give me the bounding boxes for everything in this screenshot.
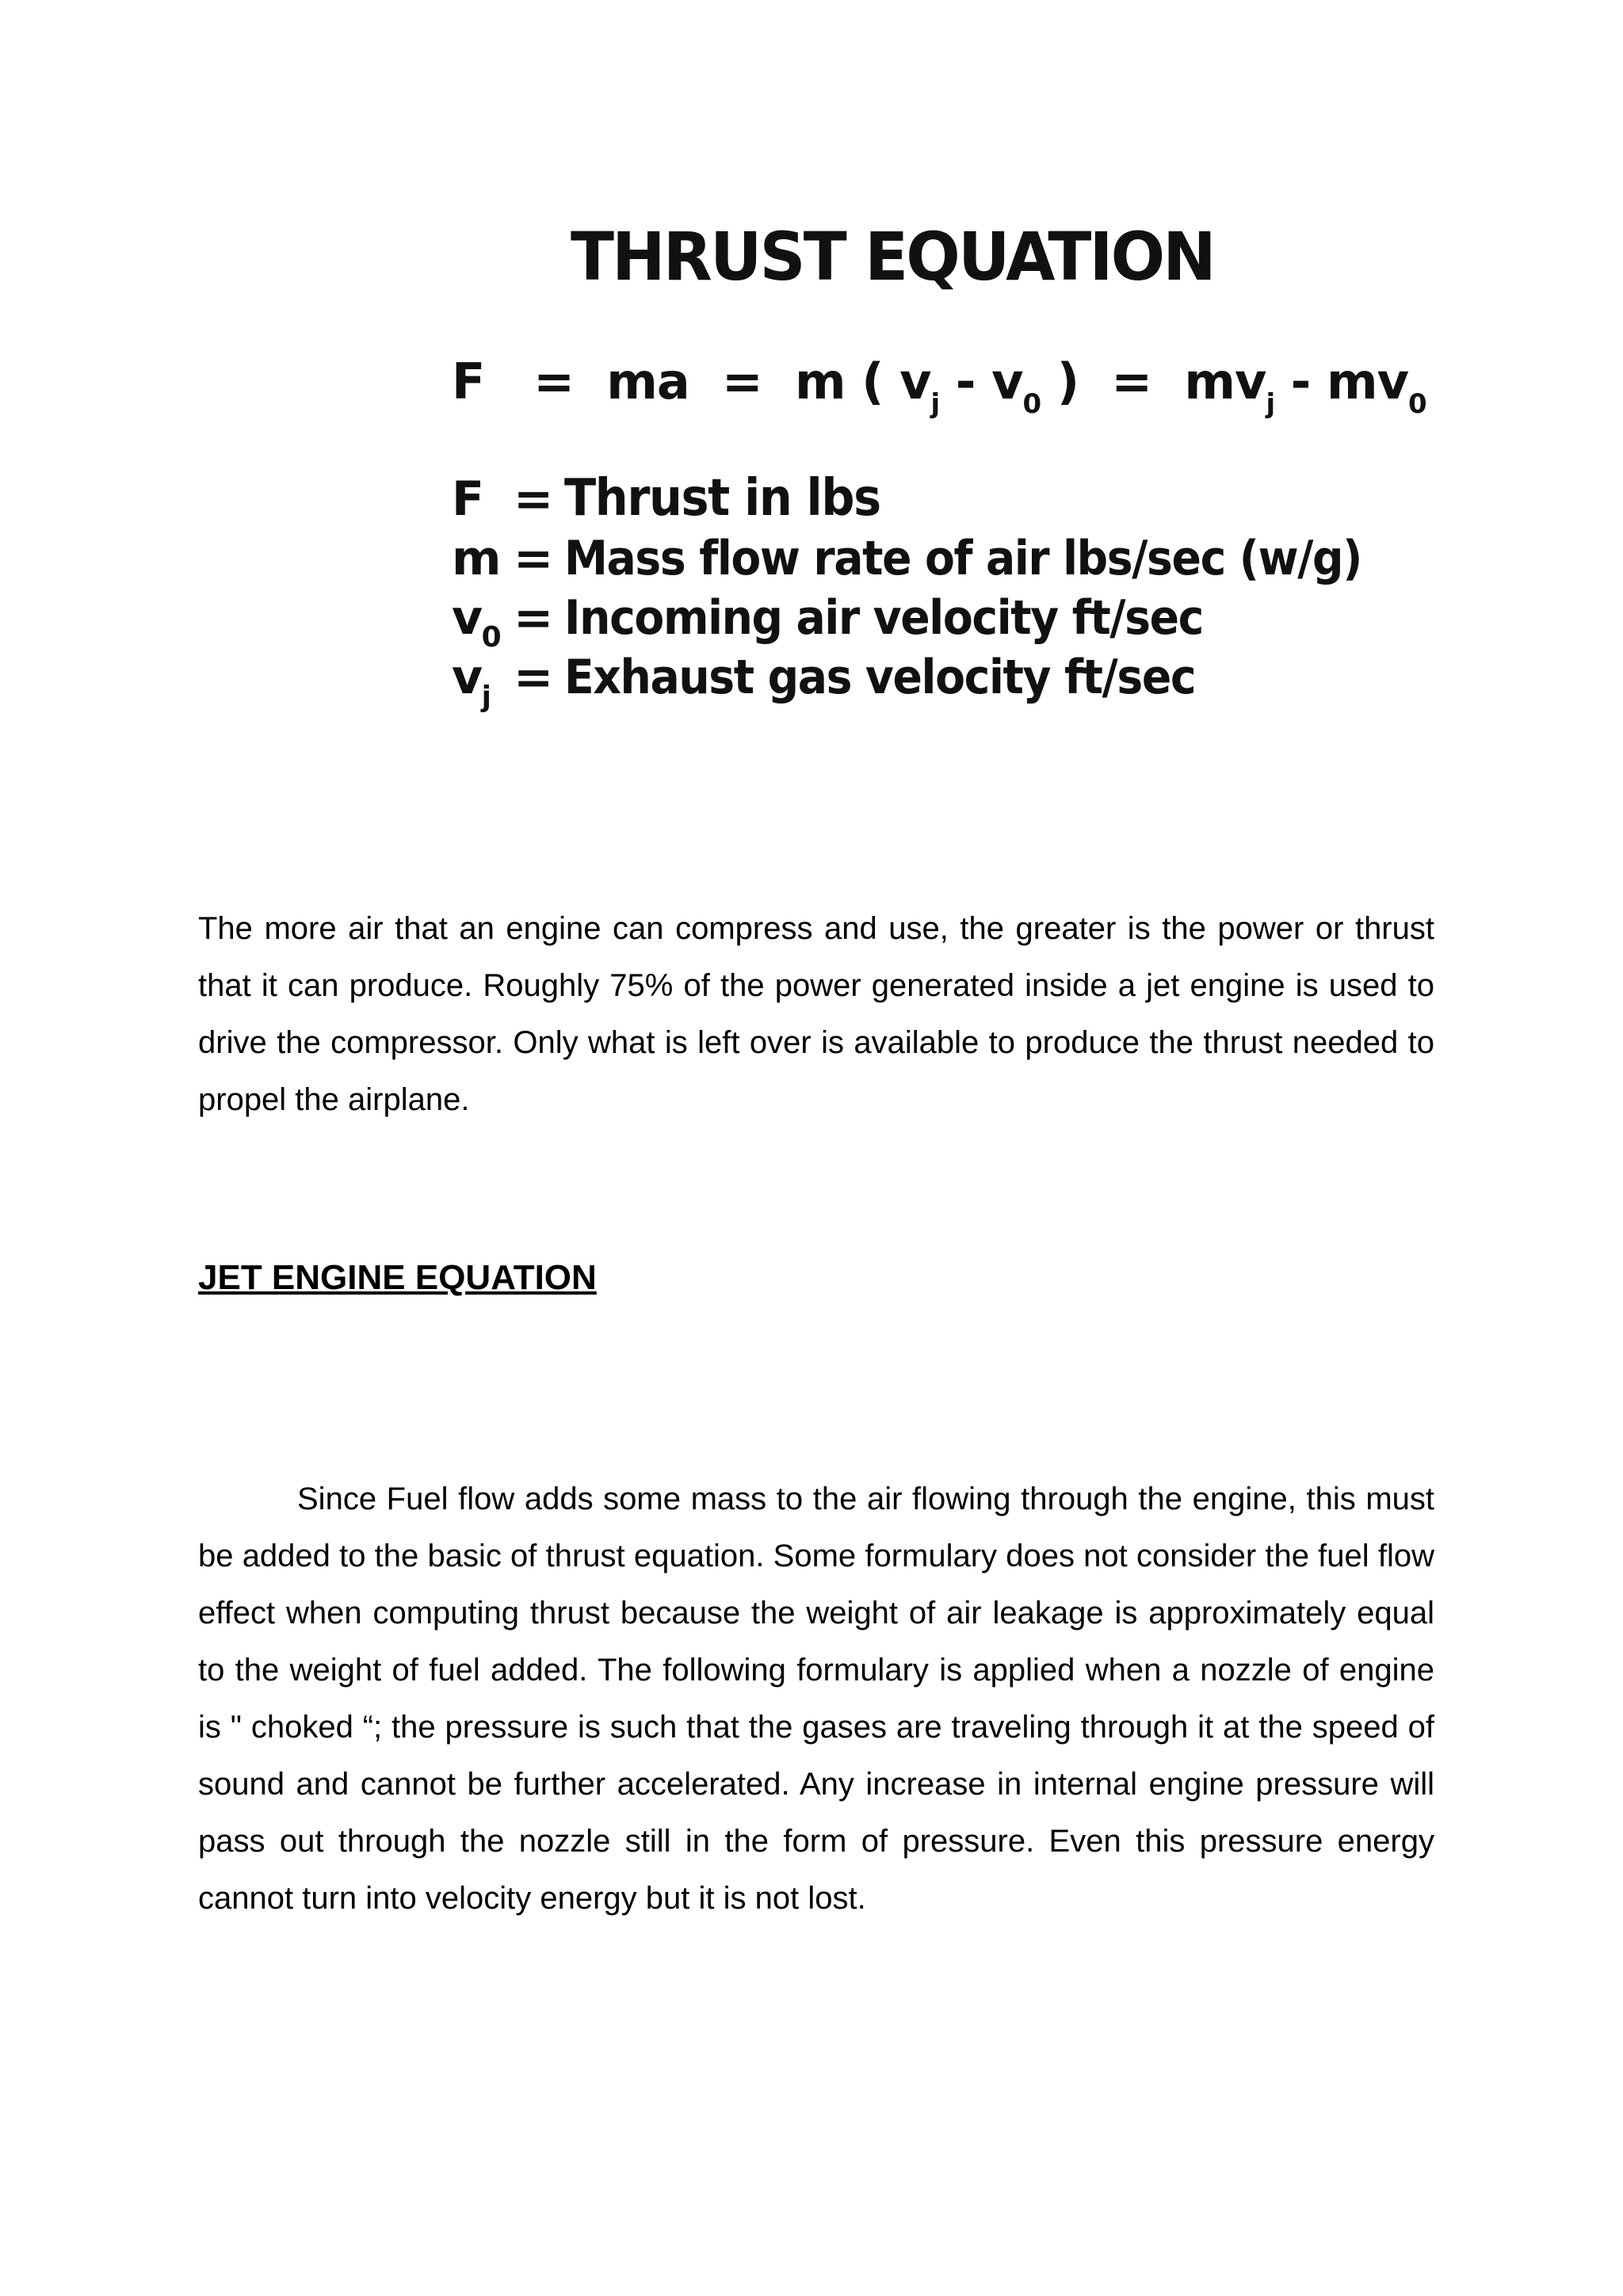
formula-mv-1: mv [1184, 353, 1266, 410]
formula-sub-0-1: 0 [1022, 388, 1041, 420]
paragraph-thrust-intro: The more air that an engine can compress and use, the greater is the power or thrust that it can produce. Roughly 75% of the power generated inside a jet engine is used to drive the compressor. Only what is left over is available to produce the thrust needed to propel the airplane. [198, 911, 1434, 1117]
formula-mv-2: mv [1327, 353, 1409, 410]
definition-row [452, 650, 1251, 713]
formula-equals-2: = [721, 353, 762, 410]
figure-title: THRUST EQUATION [571, 218, 1214, 296]
definition-symbol: F [452, 471, 483, 527]
definition-symbol: $v_j$ [452, 650, 491, 713]
paragraph-jet-engine-equation: Since Fuel flow adds some mass to the air flowing through the engine, this must be added to the basic of thrust equation. Some formulary does not consider the fuel flow effect when computing thrust because the weight of air leakage is approximately equal to the weight of fuel added. The following formulary is applied when a nozzle of engine is " choked “; the pressure is such that the gases are traveling through it at the speed of sound and cannot be further accelerated. Any increase in internal engine pressure will pass out through the nozzle still in the form of pressure. Even this pressure energy cannot turn into velocity energy but it is not lost. [198, 1482, 1434, 1916]
formula-equals-1: = [533, 353, 575, 410]
definition-equals: = [514, 590, 552, 646]
thrust-formula [452, 353, 1426, 420]
definition-row [452, 531, 1430, 594]
definition-equals: = [514, 650, 552, 705]
definition-text: Mass flow rate of air lbs/sec (w/g) [564, 531, 1361, 586]
definition-text: Incoming air velocity ft/sec [564, 590, 1203, 646]
thrust-equation-figure [444, 214, 1426, 784]
formula-close: ) [1041, 353, 1079, 410]
formula-sub-0-2: 0 [1408, 388, 1426, 420]
definition-text: Exhaust gas velocity ft/sec [564, 650, 1196, 705]
formula-sub-j-2: j [1266, 388, 1275, 420]
definition-symbol: $v_0$ [452, 590, 501, 654]
formula-equals-3: = [1111, 353, 1152, 410]
formula-ma: ma [606, 353, 689, 410]
definition-equals: = [514, 531, 552, 586]
definition-row [452, 469, 907, 535]
definition-symbol: m [452, 531, 501, 586]
formula-f: F [452, 353, 485, 410]
definition-row [452, 590, 1258, 654]
definition-text: Thrust in lbs [564, 469, 880, 528]
definition-equals: = [514, 471, 552, 527]
formula-sub-j-1: j [930, 388, 940, 420]
formula-minus-v: - v [939, 353, 1023, 410]
formula-m-open: m ( v [795, 353, 931, 410]
formula-minus: - [1274, 353, 1327, 410]
section-heading: JET ENGINE EQUATION [198, 1258, 597, 1297]
